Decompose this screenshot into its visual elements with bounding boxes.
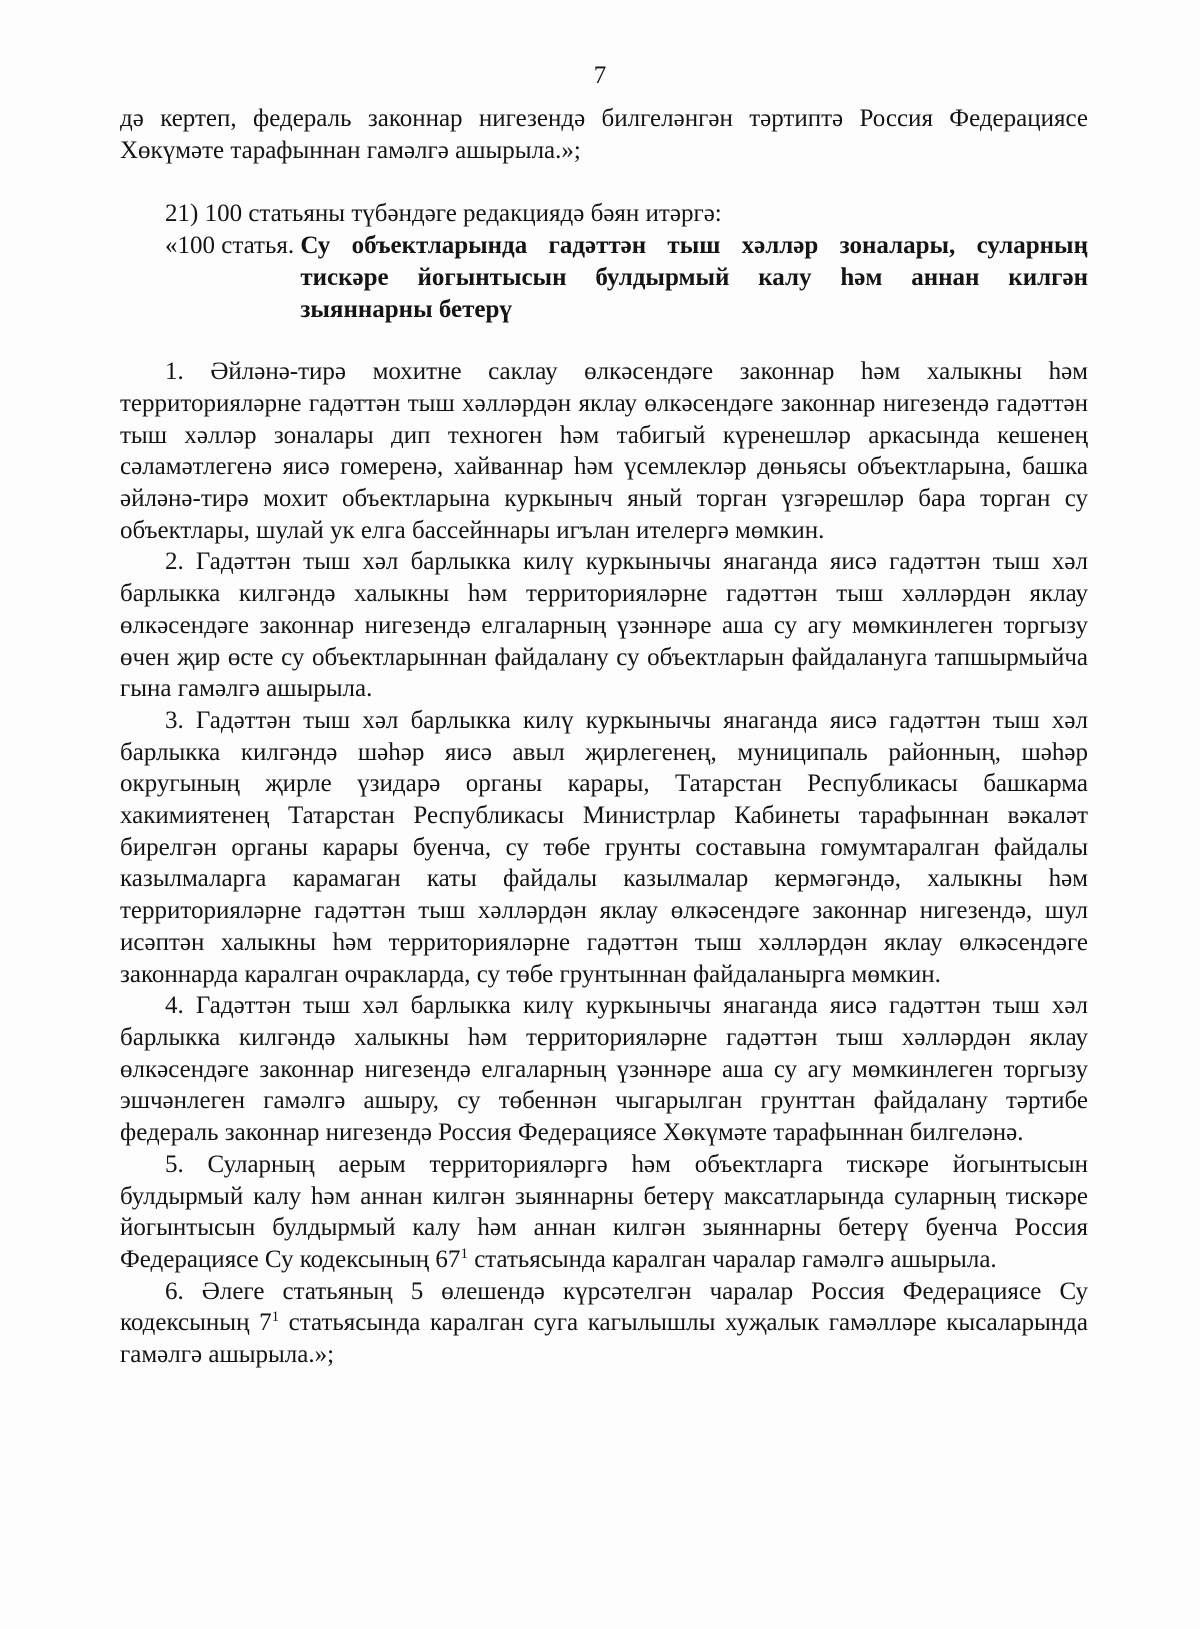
spacer (120, 325, 1088, 356)
paragraph-6-text-end: статьясында каралган суга кагылышлы хуҗалык гамәлләре кысаларында гамәлгә ашырыла.»; (120, 1309, 1088, 1369)
intro-paragraph: дә кертеп, федераль законнар нигезендә билгеләнгән тәртиптә Россия Федерациясе Хөкүмәте тарафыннан гамәлгә ашырыла.»; (120, 105, 1088, 164)
paragraph-4: 4. Гадәттән тыш хәл барлыкка килү куркынычы янаганда яисә гадәттән тыш хәл барлыкка килгәндә халыкны һәм территорияләрне гадәттән тыш хәлләрдән яклау өлкәсендәге законнар нигезендә елгаларның үзәннәре аша су агу мөмкинлеген торгызу эшчәнлеген гамәлгә ашыру, су төбеннән чыгарылган грунттан файдалану тәртибе федераль законнар нигезендә Россия Федерациясе Хөкүмәте тарафыннан билгеләнә. (120, 992, 1088, 1147)
paragraph-1: 1. Әйләнә-тирә мохитне саклау өлкәсендәге законнар һәм халыкны һәм территорияләрне гадәттән тыш хәлләрдән яклау өлкәсендәге законнар нигезендә гадәттән тыш хәлләр зоналары дип техноген һәм табигый күренешләр аркасында кешенең сәламәтлегенә яисә гомеренә, хайваннар һәм үсемлекләр дөньясы объектларына, башка әйләнә-тирә мохит объектларына куркыныч яный торган үзгәрешләр бара торган су объектлары, шулай ук елга бассейннары игълан ителергә мөмкин. (120, 358, 1088, 544)
paragraph-6 (120, 1276, 1088, 1371)
paragraph-5 (120, 1149, 1088, 1276)
superscript-index: 1 (460, 1245, 468, 1262)
paragraph-5-text: 5. Суларның аерым территорияләргә һәм объектларга тискәре йогынтысын булдырмый калу һәм аннан килгән зыяннарны бетерү максатларында суларның тискәре йогынтысын булдырмый калу һәм аннан килгән зыяннарны бетерү буенча Россия Федерациясе Су кодексының 67 (120, 1150, 1088, 1273)
article-heading (165, 230, 1088, 325)
paragraph-5-text-end: статьясында каралган чаралар гамәлгә ашырыла. (467, 1245, 997, 1273)
document-body (120, 103, 1088, 1371)
amendment-item: 21) 100 статьяны түбәндәге редакциядә бәян итәргә: (165, 200, 722, 228)
article-number: «100 статья. (165, 232, 301, 260)
superscript-index: 1 (271, 1309, 280, 1326)
paragraph-3: 3. Гадәттән тыш хәл барлыкка килү куркынычы янаганда яисә гадәттән тыш хәл барлыкка килгәндә шәһәр яисә авыл җирлегенең, муниципаль районның, шәһәр округының җирле үзидарә органы карары, Татарстан Республикасы башкарма хакимиятенең Татарстан Республикасы Министрлар Кабинеты тарафыннан вәкаләт бирелгән органы карары буенча, су төбе грунты составына гомумтаралган файдалы казылмаларга карамаган каты файдалы казылмалар кермәгәндә, халыкны һәм территорияләрне гадәттән тыш хәлләрдән яклау өлкәсендәге законнар нигезендә, шул исәптән халыкны һәм территорияләрне гадәттән тыш хәлләрдән яклау өлкәсендәге законнарда каралган очракларда, су төбе грунтыннан файдаланырга мөмкин. (120, 706, 1088, 988)
paragraph-2: 2. Гадәттән тыш хәл барлыкка килү куркынычы янаганда яисә гадәттән тыш хәл барлыкка килгәндә халыкны һәм территорияләрне гадәттән тыш хәлләрдән яклау өлкәсендәге законнар нигезендә елгаларның үзәннәре аша су агу мөмкинлеген торгызу өчен җир өсте су объектларыннан файдалану су объектларын файдалануга тапшырмыйча гына гамәлгә ашырыла. (120, 548, 1088, 703)
page-number: 7 (593, 62, 607, 89)
article-title: Су объектларында гадәттән тыш хәлләр зоналары, суларның тискәре йогынтысын булдырмый калу һәм аннан килгән зыяннарны бетерү (300, 232, 1088, 323)
paragraph-6-text: 6. Әлеге статьяның 5 өлешендә күрсәтелгән чаралар Россия Федерациясе Су кодексының 7 (120, 1277, 1088, 1337)
